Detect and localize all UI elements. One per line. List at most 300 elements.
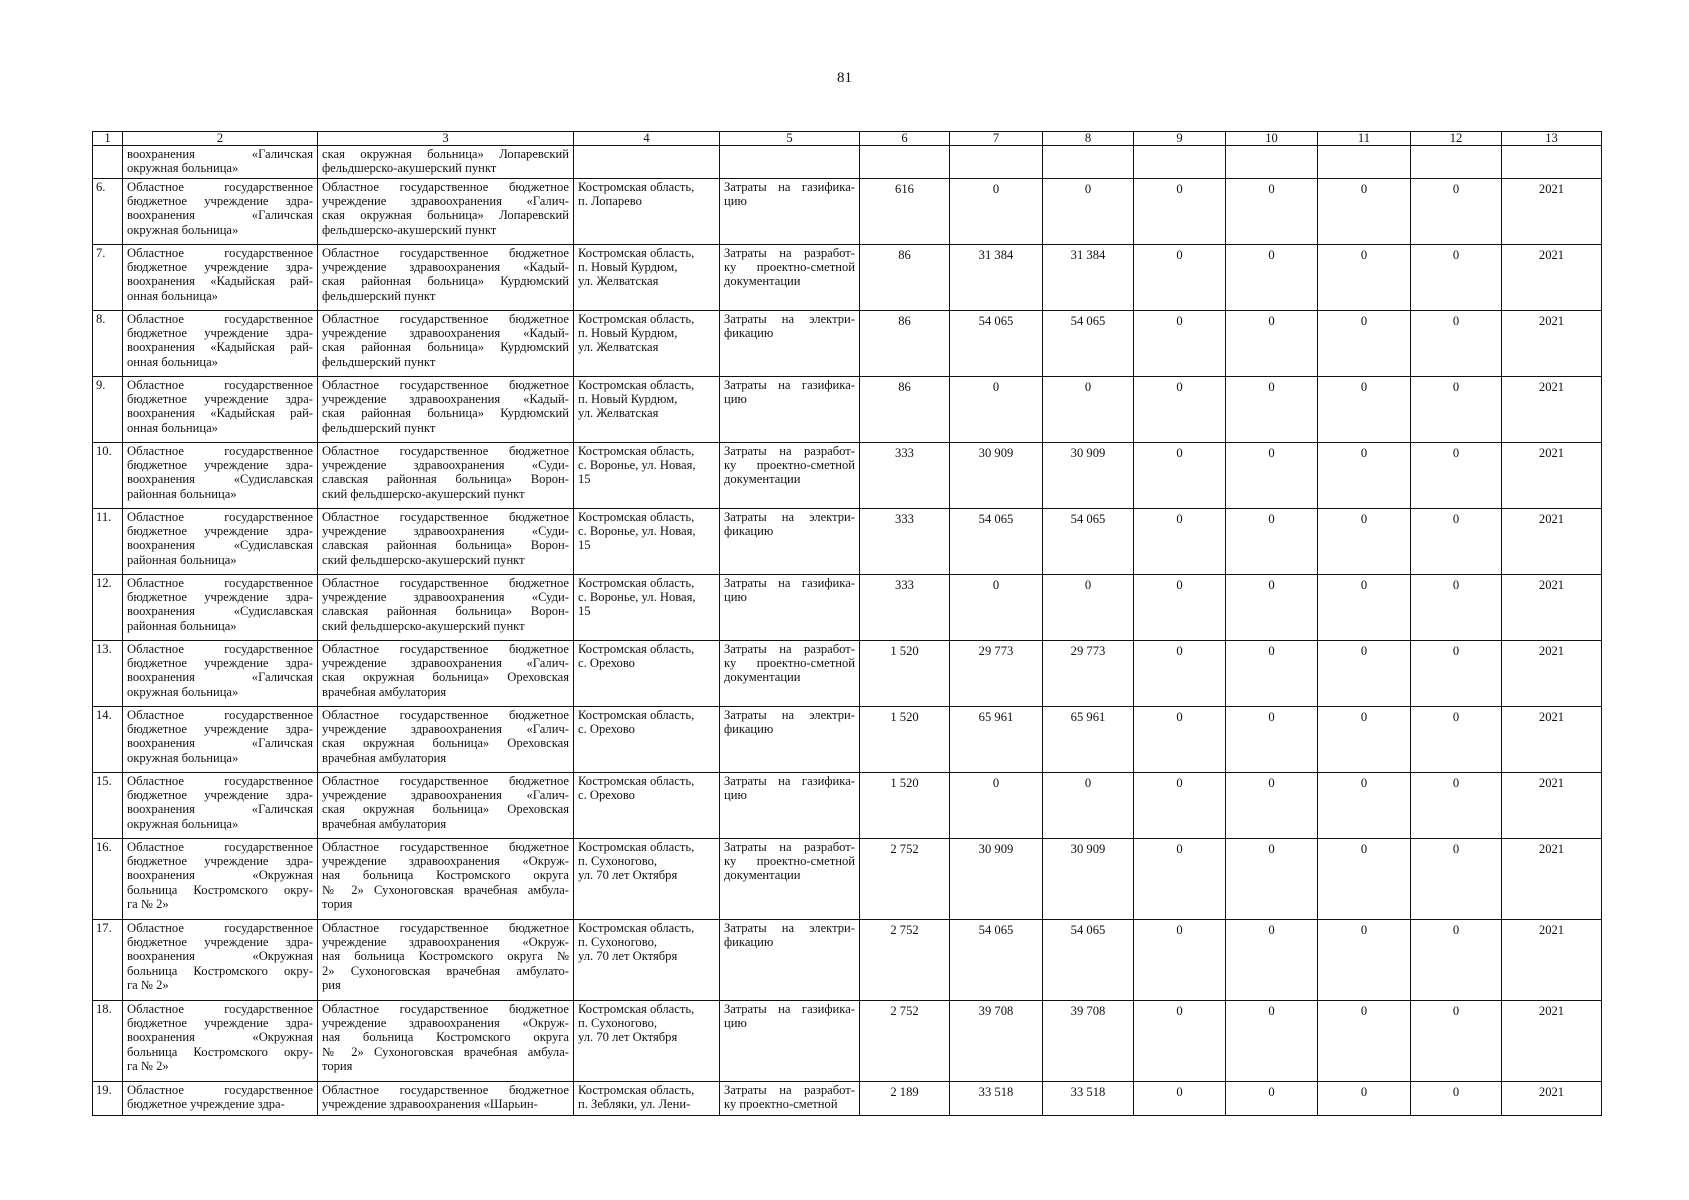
cell-line: Костромская область, [578,840,695,854]
institution-name-cell [123,773,318,839]
cell-line: № 2» Сухоноговская врачебная амбула- [322,882,569,897]
column-header: 10 [1226,132,1318,146]
row-number: 18. [93,1001,123,1082]
value-cell-c12: 0 [1411,1001,1502,1082]
institution-name-cell [123,509,318,575]
table-row [93,839,1602,920]
cell-line: Затраты на электри- [724,510,855,524]
value-cell-c6: 333 [860,575,950,641]
value-cell-c8: 29 773 [1043,641,1134,707]
cell-line: Затраты на газифика- [724,180,855,194]
cell-line: воохранения «Кадыйская рай- [127,340,313,355]
institution-name-cell [123,1001,318,1082]
table-row [93,311,1602,377]
cell-line: 15 [578,472,591,487]
data-table [92,131,1602,1116]
facility-name-cell [318,509,574,575]
cell-line: с. Воронье, ул. Новая, [578,458,696,473]
column-header: 3 [318,132,574,146]
row-number: 12. [93,575,123,641]
value-cell-c7: 54 065 [950,920,1043,1001]
cell-line: Костромская область, [578,1002,695,1016]
cell-line: Затраты на разработ- [724,246,855,260]
expense-type-cell [720,509,860,575]
row-number: 19. [93,1082,123,1116]
cell-line: п. Новый Курдюм, [578,392,678,407]
cell-line: ская окружная больница» Лопаревский [322,208,569,223]
column-header: 13 [1502,132,1602,146]
cell-line: фельдшерский пункт [322,420,436,435]
value-cell-c12: 0 [1411,311,1502,377]
value-cell-c11: 0 [1318,509,1411,575]
expense-type-cell [720,707,860,773]
value-cell-c10: 0 [1226,443,1318,509]
institution-name-cell [123,311,318,377]
value-cell-c9: 0 [1134,377,1226,443]
value-cell-c13: 2021 [1502,311,1602,377]
address-cell [574,575,720,641]
value-cell-c7: 0 [950,179,1043,245]
address-cell [574,509,720,575]
value-cell-c12: 0 [1411,245,1502,311]
value-cell-c9: 0 [1134,443,1226,509]
value-cell-c6: 86 [860,311,950,377]
cell-line: ская районная больница» Курдюмский [322,406,569,421]
expense-type-cell [720,1001,860,1082]
value-cell-c12: 0 [1411,773,1502,839]
cell-line: врачебная амбулатория [322,684,447,699]
address-cell [574,1082,720,1116]
institution-name-cell [123,146,318,179]
institution-name-cell [123,377,318,443]
cell-line: Областное государственное [127,708,313,722]
value-cell-c12: 0 [1411,1082,1502,1116]
cell-line: Затраты на разработ- [724,840,855,854]
row-number [93,146,123,179]
cell-line: № 2» Сухоноговская врачебная амбула- [322,1044,569,1059]
column-header: 4 [574,132,720,146]
page-number: 81 [837,70,852,86]
cell-line: п. Зебляки, ул. Лени- [578,1097,691,1112]
cell-line: Затраты на электри- [724,708,855,722]
cell-line: больница Костромского окру- [127,882,313,897]
cell-line: Костромская область, [578,642,695,656]
value-cell-c7: 54 065 [950,509,1043,575]
cell-line: цию [724,194,747,209]
cell-line: бюджетное учреждение здра- [127,590,313,605]
cell-line: Областное государственное бюджетное [322,642,569,656]
cell-line: Областное государственное [127,444,313,458]
facility-name-cell [318,641,574,707]
cell-line: бюджетное учреждение здра- [127,935,313,950]
institution-name-cell [123,641,318,707]
value-cell-c10: 0 [1226,245,1318,311]
facility-name-cell [318,839,574,920]
column-header: 5 [720,132,860,146]
value-cell-c6: 333 [860,509,950,575]
cell-line: бюджетное учреждение здра- [127,788,313,803]
cell-line: Областное государственное бюджетное [322,708,569,722]
cell-line: п. Сухоногово, [578,854,658,869]
value-cell-c10: 0 [1226,509,1318,575]
cell-line: ская окружная больница» Лопаревский [322,147,569,161]
cell-line: ская окружная больница» Ореховская [322,736,569,751]
cell-line: Областное государственное бюджетное [322,1083,569,1097]
cell-line: учреждение здравоохранения «Кадый- [322,326,569,341]
cell-line: ная больница Костромского округа [322,868,569,883]
value-cell-c10: 0 [1226,707,1318,773]
value-cell-c7: 0 [950,377,1043,443]
cell-line: учреждение здравоохранения «Галич- [322,788,569,803]
value-cell-c9: 0 [1134,509,1226,575]
cell-line: 15 [578,538,591,553]
cell-line: Областное государственное бюджетное [322,921,569,935]
value-cell-c8: 30 909 [1043,443,1134,509]
cell-line: тория [322,1058,353,1073]
cell-line: учреждение здравоохранения «Кадый- [322,260,569,275]
value-cell-c7: 0 [950,773,1043,839]
cell-line: Областное государственное бюджетное [322,312,569,326]
cell-line: с. Воронье, ул. Новая, [578,524,696,539]
column-header: 12 [1411,132,1502,146]
value-cell-c6: 2 189 [860,1082,950,1116]
value-cell-c7: 30 909 [950,839,1043,920]
value-cell-c13: 2021 [1502,773,1602,839]
address-cell [574,377,720,443]
cell-line: Костромская область, [578,774,695,788]
value-cell-c8: 0 [1043,179,1134,245]
cell-line: Областное государственное бюджетное [322,1002,569,1016]
cell-line: воохранения «Судиславская [127,538,313,553]
cell-line: ку проектно-сметной [724,260,855,275]
value-cell-c11: 0 [1318,920,1411,1001]
cell-line: ская районная больница» Курдюмский [322,340,569,355]
table-row [93,245,1602,311]
cell-line: воохранения «Галичская [127,736,313,751]
value-cell-c9: 0 [1134,1001,1226,1082]
value-cell-c13: 2021 [1502,245,1602,311]
cell-line: Костромская область, [578,576,695,590]
cell-line: воохранения «Галичская [127,147,313,161]
table-row [93,443,1602,509]
value-cell-c13: 2021 [1502,707,1602,773]
cell-line: врачебная амбулатория [322,816,447,831]
cell-line: документации [724,472,801,487]
cell-line: больница Костромского окру- [127,963,313,978]
value-cell-c12: 0 [1411,839,1502,920]
cell-line: ская окружная больница» Ореховская [322,802,569,817]
facility-name-cell [318,179,574,245]
cell-line: учреждение здравоохранения «Кадый- [322,392,569,407]
facility-name-cell [318,245,574,311]
institution-name-cell [123,707,318,773]
cell-line: воохранения «Окружная [127,1030,313,1045]
value-cell-c9: 0 [1134,707,1226,773]
cell-line: цию [724,392,747,407]
value-cell-c6: 2 752 [860,920,950,1001]
value-cell-c8: 31 384 [1043,245,1134,311]
cell-line: Костромская область, [578,378,695,392]
value-cell-c8: 0 [1043,773,1134,839]
cell-line: учреждение здравоохранения «Галич- [322,194,569,209]
cell-line: бюджетное учреждение здра- [127,392,313,407]
value-cell-c6: 333 [860,443,950,509]
value-cell-c7: 39 708 [950,1001,1043,1082]
table-row [93,146,1602,179]
facility-name-cell [318,575,574,641]
cell-line: Областное государственное бюджетное [322,180,569,194]
cell-line: онная больница» [127,420,218,435]
cell-line: ул. 70 лет Октября [578,949,678,964]
facility-name-cell [318,377,574,443]
value-cell-c13: 2021 [1502,509,1602,575]
value-cell-c12: 0 [1411,707,1502,773]
cell-line: с. Орехово [578,788,635,803]
value-cell-c13: 2021 [1502,377,1602,443]
cell-line: ул. 70 лет Октября [578,1030,678,1045]
value-cell-c7: 0 [950,575,1043,641]
value-cell-c11: 0 [1318,641,1411,707]
value-cell-c12: 0 [1411,920,1502,1001]
row-number: 13. [93,641,123,707]
value-cell-c9: 0 [1134,920,1226,1001]
expense-type-cell [720,146,860,179]
row-number: 9. [93,377,123,443]
column-header: 9 [1134,132,1226,146]
cell-line: ная больница Костромского округа [322,1030,569,1045]
expense-type-cell [720,179,860,245]
address-cell [574,641,720,707]
column-header: 7 [950,132,1043,146]
cell-line: Областное государственное [127,642,313,656]
cell-line: ская окружная больница» Ореховская [322,670,569,685]
table-header-row [93,132,1602,146]
cell-line: ул. Желватская [578,406,659,421]
value-cell-c6: 1 520 [860,641,950,707]
facility-name-cell [318,773,574,839]
facility-name-cell [318,707,574,773]
cell-line: онная больница» [127,288,218,303]
cell-line: больница Костромского окру- [127,1044,313,1059]
value-cell-c6: 2 752 [860,839,950,920]
cell-line: бюджетное учреждение здра- [127,722,313,737]
cell-line: ский фельдшерско-акушерский пункт [322,552,525,567]
address-cell [574,179,720,245]
value-cell-c8: 33 518 [1043,1082,1134,1116]
cell-line: фельдшерский пункт [322,354,436,369]
cell-line: ная больница Костромского округа № [322,949,569,964]
cell-line: фикацию [724,722,774,737]
row-number: 14. [93,707,123,773]
cell-line: фельдшерский пункт [322,288,436,303]
cell-line: фельдшерско-акушерский пункт [322,222,497,237]
value-cell-c12: 0 [1411,377,1502,443]
cell-line: Затраты на разработ- [724,642,855,656]
cell-line: районная больница» [127,618,237,633]
value-cell-c13: 2021 [1502,1001,1602,1082]
row-number: 8. [93,311,123,377]
address-cell [574,311,720,377]
cell-line: фикацию [724,935,774,950]
expense-type-cell [720,377,860,443]
institution-name-cell [123,443,318,509]
table-row [93,1001,1602,1082]
cell-line: учреждение здравоохранения «Суди- [322,458,569,473]
address-cell [574,707,720,773]
value-cell-c10: 0 [1226,773,1318,839]
table-body [93,146,1602,1116]
cell-line: Костромская область, [578,921,695,935]
value-cell-c10: 0 [1226,311,1318,377]
cell-line: врачебная амбулатория [322,750,447,765]
value-cell-c11: 0 [1318,311,1411,377]
column-header: 1 [93,132,123,146]
cell-line: ский фельдшерско-акушерский пункт [322,618,525,633]
cell-line: Областное государственное [127,576,313,590]
value-cell-c13: 2021 [1502,641,1602,707]
institution-name-cell [123,245,318,311]
value-cell-c9: 0 [1134,245,1226,311]
cell-line: ку проектно-сметной [724,854,855,869]
cell-line: га № 2» [127,896,169,911]
value-cell-c11: 0 [1318,1001,1411,1082]
column-header: 2 [123,132,318,146]
value-cell-c6: 86 [860,377,950,443]
cell-line: Затраты на разработ- [724,444,855,458]
cell-line: фельдшерско-акушерский пункт [322,161,497,176]
value-cell-c13: 2021 [1502,920,1602,1001]
value-cell-c11: 0 [1318,773,1411,839]
cell-line: Областное государственное бюджетное [322,510,569,524]
cell-line: документации [724,670,801,685]
institution-name-cell [123,575,318,641]
cell-line: бюджетное учреждение здра- [127,854,313,869]
cell-line: п. Новый Курдюм, [578,326,678,341]
cell-line: Областное государственное бюджетное [322,840,569,854]
value-cell-c8 [1043,146,1134,179]
value-cell-c7: 65 961 [950,707,1043,773]
column-header: 8 [1043,132,1134,146]
row-number: 11. [93,509,123,575]
value-cell-c9: 0 [1134,839,1226,920]
value-cell-c9: 0 [1134,575,1226,641]
cell-line: рия [322,977,341,992]
cell-line: п. Лопарево [578,194,642,209]
cell-line: цию [724,590,747,605]
value-cell-c11: 0 [1318,245,1411,311]
cell-line: фикацию [724,524,774,539]
address-cell [574,1001,720,1082]
cell-line: воохранения «Окружная [127,868,313,883]
table-row [93,575,1602,641]
cell-line: Областное государственное [127,1002,313,1016]
cell-line: учреждение здравоохранения «Окруж- [322,1016,569,1031]
cell-line: Костромская область, [578,246,695,260]
cell-line: Областное государственное [127,180,313,194]
value-cell-c9: 0 [1134,773,1226,839]
cell-line: окружная больница» [127,684,239,699]
cell-line: фикацию [724,326,774,341]
expense-type-cell [720,311,860,377]
facility-name-cell [318,1001,574,1082]
value-cell-c7: 33 518 [950,1082,1043,1116]
cell-line: Костромская область, [578,708,695,722]
table-row [93,509,1602,575]
row-number: 7. [93,245,123,311]
cell-line: бюджетное учреждение здра- [127,458,313,473]
cell-line: Областное государственное [127,840,313,854]
cell-line: Затраты на газифика- [724,1002,855,1016]
cell-line: окружная больница» [127,161,239,176]
row-number: 15. [93,773,123,839]
cell-line: га № 2» [127,977,169,992]
value-cell-c8: 65 961 [1043,707,1134,773]
cell-line: документации [724,868,801,883]
cell-line: окружная больница» [127,750,239,765]
cell-line: документации [724,274,801,289]
row-number: 16. [93,839,123,920]
cell-line: с. Орехово [578,656,635,671]
value-cell-c12: 0 [1411,641,1502,707]
cell-line: Областное государственное [127,378,313,392]
cell-line: с. Воронье, ул. Новая, [578,590,696,605]
cell-line: ский фельдшерско-акушерский пункт [322,486,525,501]
cell-line: 15 [578,604,591,619]
cell-line: Костромская область, [578,510,695,524]
value-cell-c11: 0 [1318,707,1411,773]
cell-line: Затраты на газифика- [724,576,855,590]
value-cell-c6: 86 [860,245,950,311]
address-cell [574,146,720,179]
cell-line: онная больница» [127,354,218,369]
cell-line: славская районная больница» Ворон- [322,604,569,619]
value-cell-c12: 0 [1411,575,1502,641]
cell-line: учреждение здравоохранения «Суди- [322,590,569,605]
value-cell-c9: 0 [1134,641,1226,707]
cell-line: п. Сухоногово, [578,935,658,950]
cell-line: бюджетное учреждение здра- [127,1097,285,1112]
cell-line: п. Сухоногово, [578,1016,658,1031]
cell-line: бюджетное учреждение здра- [127,1016,313,1031]
cell-line: ул. Желватская [578,340,659,355]
value-cell-c6: 1 520 [860,773,950,839]
cell-line: учреждение здравоохранения «Шарьин- [322,1097,538,1112]
expense-type-cell [720,773,860,839]
value-cell-c13: 2021 [1502,443,1602,509]
value-cell-c6: 616 [860,179,950,245]
column-header: 11 [1318,132,1411,146]
cell-line: Затраты на разработ- [724,1083,855,1097]
cell-line: Областное государственное [127,510,313,524]
expense-type-cell [720,443,860,509]
value-cell-c6 [860,146,950,179]
value-cell-c7 [950,146,1043,179]
value-cell-c8: 0 [1043,377,1134,443]
value-cell-c11 [1318,146,1411,179]
value-cell-c13: 2021 [1502,1082,1602,1116]
cell-line: га № 2» [127,1058,169,1073]
address-cell [574,443,720,509]
cell-line: ку проектно-сметной [724,458,855,473]
address-cell [574,920,720,1001]
value-cell-c8: 0 [1043,575,1134,641]
value-cell-c10 [1226,146,1318,179]
facility-name-cell [318,920,574,1001]
row-number: 10. [93,443,123,509]
table-row [93,920,1602,1001]
expense-type-cell [720,575,860,641]
expense-type-cell [720,1082,860,1116]
